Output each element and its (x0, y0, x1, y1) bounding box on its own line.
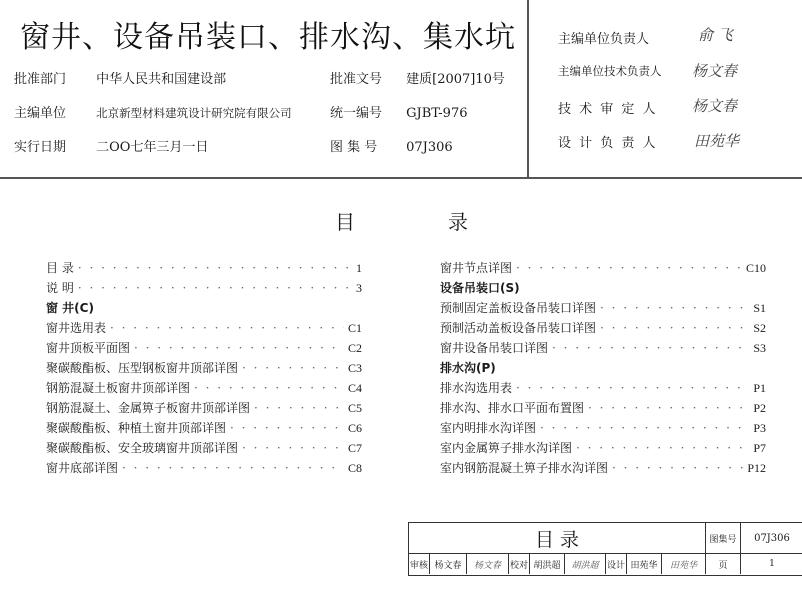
design-signature: 田苑华 (662, 554, 706, 574)
approval-dept-row (14, 68, 226, 87)
toc-item[interactable]: 室内明排水沟详图 · · · P3 (440, 418, 766, 438)
toc-item[interactable]: 预制固定盖板设备吊装口详图 · · · S1 (440, 298, 766, 318)
toc-item[interactable]: 钢筋混凝土、金属箅子板窗井顶部详图 · · · C5 (46, 398, 362, 418)
atlas-title: 窗井、设备吊装口、排水沟、集水坑 (20, 20, 516, 55)
leader-dots (552, 338, 749, 358)
leader-dots (134, 338, 344, 358)
leader-dots (242, 358, 344, 378)
leader-dots (110, 318, 344, 338)
leader-dots (600, 298, 749, 318)
toc-item[interactable]: 聚碳酸酯板、种植土窗井顶部详图 · · · C6 (46, 418, 362, 438)
atlas-number-row (330, 136, 453, 155)
toc-title-right: 录 (448, 210, 468, 234)
toc-item[interactable]: 排水沟选用表 · · · P1 (440, 378, 766, 398)
leader-dots (78, 258, 352, 278)
leader-dots (612, 458, 743, 478)
leader-dots (78, 278, 352, 298)
leader-dots (576, 438, 749, 458)
toc-item[interactable]: 窗井设备吊装口详图 · · · S3 (440, 338, 766, 358)
atlas-number-value-cell: 07J306 (754, 532, 790, 544)
leader-dots (516, 258, 742, 278)
leader-dots (122, 458, 344, 478)
signature-chief: 俞 飞 (698, 26, 733, 44)
leader-dots (516, 378, 749, 398)
signature-tech: 杨文春 (692, 62, 738, 80)
check-name: 胡洪超 (530, 554, 565, 574)
title-block-row-2 (409, 554, 802, 574)
check-signature: 胡洪超 (565, 554, 606, 574)
sig-role-tech: 主编单位技术负责人 (558, 64, 662, 78)
check-label: 校对 (509, 554, 530, 574)
approval-dept-value: 中华人民共和国建设部 (96, 72, 227, 87)
header-divider-horizontal (0, 177, 802, 179)
effective-date-row (14, 136, 208, 155)
toc-right-column (440, 258, 766, 478)
review-name: 杨文春 (430, 554, 467, 574)
review-signature: 杨文春 (467, 554, 509, 574)
unified-code-row (330, 102, 468, 121)
toc-item[interactable]: 说 明 · · · 3 (46, 278, 362, 298)
sig-role-review: 技 术 审 定 人 (558, 102, 658, 117)
toc-section-heading: 窗 井(C) (46, 301, 94, 315)
leader-dots (242, 438, 344, 458)
title-block (408, 522, 802, 576)
toc-item[interactable]: 窗井节点详图 · · · C10 (440, 258, 766, 278)
editor-unit-value: 北京新型材料建筑设计研究院有限公司 (96, 106, 292, 120)
signature-review: 杨文春 (692, 97, 738, 115)
toc-section-heading: 排水沟(P) (440, 361, 496, 375)
header-divider-vertical (527, 0, 529, 178)
toc-item[interactable]: 预制活动盖板设备吊装口详图 · · · S2 (440, 318, 766, 338)
toc-item[interactable]: 钢筋混凝土板窗井顶部详图 · · · C4 (46, 378, 362, 398)
approval-doc-row (330, 68, 505, 87)
atlas-number-value: 07J306 (406, 140, 453, 155)
signature-design: 田苑华 (694, 132, 740, 150)
editor-unit-row (14, 102, 292, 121)
toc-item[interactable]: 窗井选用表 · · · C1 (46, 318, 362, 338)
atlas-number-label-cell: 图集号 (706, 523, 741, 553)
editor-unit-label: 主编单位 (14, 106, 67, 121)
toc-left-column (46, 258, 362, 478)
leader-dots (540, 418, 749, 438)
title-block-title: 目 录 (409, 523, 706, 553)
approval-dept-label: 批准部门 (14, 72, 67, 87)
toc-item[interactable]: 聚碳酸酯板、安全玻璃窗井顶部详图 · · · C7 (46, 438, 362, 458)
unified-code-value: GJBT-976 (406, 106, 468, 121)
page-label: 页 (706, 554, 741, 574)
leader-dots (254, 398, 344, 418)
leader-dots (230, 418, 344, 438)
toc-item[interactable]: 室内金属箅子排水沟详图 · · · P7 (440, 438, 766, 458)
toc-item[interactable]: 聚碳酸酯板、压型钢板窗井顶部详图 · · · C3 (46, 358, 362, 378)
page-value: 1 (769, 559, 775, 569)
toc-title-left: 目 (335, 210, 355, 234)
design-label: 设计 (606, 554, 627, 574)
effective-date-value: 二OO七年三月一日 (96, 140, 209, 155)
toc-item[interactable]: 目 录 · · · 1 (46, 258, 362, 278)
toc-item[interactable]: 室内钢筋混凝土箅子排水沟详图 · · · P12 (440, 458, 766, 478)
toc-item[interactable]: 排水沟、排水口平面布置图 · · · P2 (440, 398, 766, 418)
sig-role-design: 设 计 负 责 人 (558, 136, 658, 151)
atlas-number-label: 图 集 号 (330, 140, 378, 155)
approval-doc-value: 建质[2007]10号 (406, 72, 505, 87)
approval-doc-label: 批准文号 (330, 72, 383, 87)
toc-section-heading: 设备吊装口(S) (440, 281, 520, 295)
unified-code-label: 统一编号 (330, 106, 383, 121)
toc-item[interactable]: 窗井顶板平面图 · · · C2 (46, 338, 362, 358)
sig-role-chief: 主编单位负责人 (558, 32, 650, 47)
leader-dots (194, 378, 344, 398)
leader-dots (600, 318, 749, 338)
leader-dots (588, 398, 749, 418)
title-block-row-1 (409, 523, 802, 554)
effective-date-label: 实行日期 (14, 140, 67, 155)
design-name: 田苑华 (627, 554, 662, 574)
review-label: 审核 (409, 554, 430, 574)
toc-item[interactable]: 窗井底部详图 · · · C8 (46, 458, 362, 478)
